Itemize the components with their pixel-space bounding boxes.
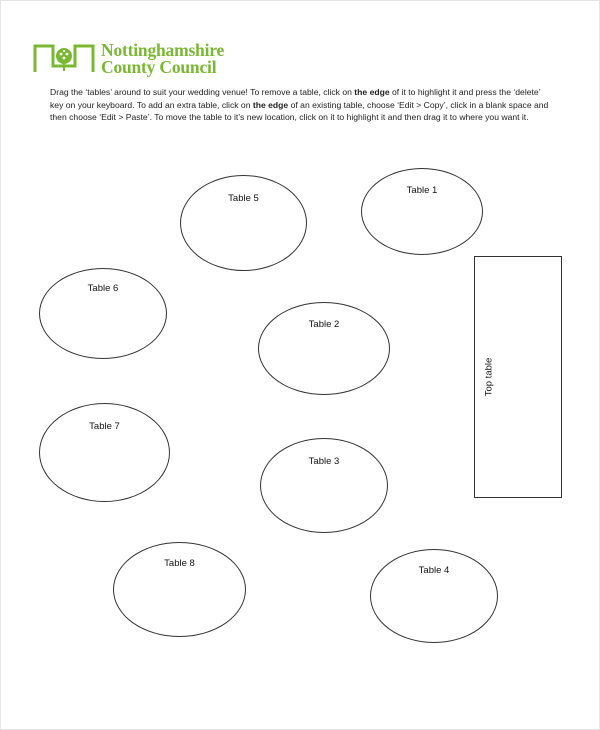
instructions-emphasis-2: the edge xyxy=(252,99,289,110)
instructions-paragraph xyxy=(50,86,550,124)
table-6-label: Table 6 xyxy=(87,283,119,294)
council-name xyxy=(101,42,224,76)
instructions-text-3: of an existing table, choose ‘Edit > Copy’, click in a blank space and then choose ‘Edit > Paste’. To move the table to it’s new location, click on it to highlight it and then drag it to where you want it. xyxy=(50,99,549,123)
table-4[interactable] xyxy=(370,549,498,643)
table-4-label: Table 4 xyxy=(418,565,450,576)
table-7-label: Table 7 xyxy=(89,421,120,432)
council-logo xyxy=(33,42,283,76)
table-8[interactable] xyxy=(113,542,246,637)
instructions-text-1: Drag the ‘tables’ around to suit your wedding venue! To remove a table, click on xyxy=(50,87,355,97)
table-8-label: Table 8 xyxy=(164,558,195,569)
council-logo-icon xyxy=(33,42,95,74)
table-7[interactable] xyxy=(39,403,170,502)
table-3-label: Table 3 xyxy=(308,456,340,467)
instructions-emphasis-1: the edge xyxy=(354,87,390,97)
top-table-label: Top table xyxy=(483,357,495,397)
table-1[interactable] xyxy=(361,168,483,255)
table-5-label: Table 5 xyxy=(228,193,259,204)
instructions-text-2: of it to highlight it and press the ‘delete’ key on your keyboard. To add an extra table, click on xyxy=(50,87,541,110)
council-name-line2: County Council xyxy=(101,57,217,77)
council-name-line1: Nottinghamshire xyxy=(101,40,225,60)
top-table[interactable] xyxy=(474,256,562,498)
table-2[interactable] xyxy=(258,302,390,395)
table-6[interactable] xyxy=(39,268,167,359)
table-5[interactable] xyxy=(180,175,307,271)
table-1-label: Table 1 xyxy=(406,185,438,196)
table-2-label: Table 2 xyxy=(308,319,340,330)
table-3[interactable] xyxy=(260,438,388,533)
